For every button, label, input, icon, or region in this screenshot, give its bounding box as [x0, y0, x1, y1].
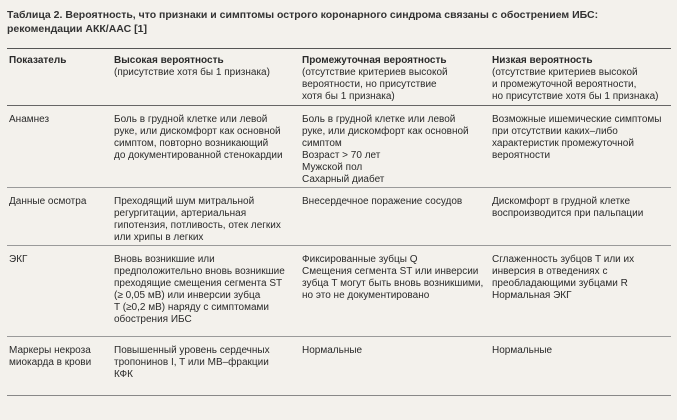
header-title: Низкая вероятность — [492, 55, 593, 66]
cell-text-line: Анамнез — [9, 114, 50, 125]
low-probability-cell — [488, 188, 671, 245]
cell-text-line: Маркеры некроза — [9, 345, 91, 356]
cell-text-line: предположительно вновь возникшие — [114, 266, 285, 277]
cell-text-line: миокарда в крови — [9, 357, 92, 368]
cell-text-line: или хрипы в легких — [114, 232, 204, 243]
cell-text-line: Сахарный диабет — [302, 174, 385, 185]
row-label — [7, 246, 110, 336]
cell-text-line: тропонинов I, T или MB–фракции — [114, 357, 269, 368]
caption-line-1: Таблица 2. Вероятность, что признаки и симптомы острого коронарного синдрома связаны с обострением ИБС: — [7, 9, 599, 21]
caption-line-2: рекомендации АКК/ААС [1] — [7, 23, 147, 35]
cell-text-line: руке, или дискомфорт как основной — [114, 126, 281, 137]
cell-text-line: Внесердечное поражение сосудов — [302, 196, 463, 207]
cell-text-line: Сглаженность зубцов T или их — [492, 254, 635, 265]
table-row — [7, 337, 671, 396]
table-body — [7, 106, 671, 396]
table-row — [7, 188, 671, 246]
cell-text-line: Вновь возникшие или — [114, 254, 215, 265]
cell-text-line: зубца T могут быть вновь возникшими, — [302, 278, 484, 289]
cell-text-line: инверсия в отведениях с — [492, 266, 608, 277]
high-probability-cell — [110, 106, 298, 187]
header-subtitle: (отсутствие критериев высокой — [302, 67, 448, 78]
header-subtitle: (присутствие хотя бы 1 признака) — [114, 67, 270, 78]
high-probability-cell — [110, 337, 298, 395]
cell-text-line: Боль в грудной клетке или левой — [302, 114, 456, 125]
cell-text-line: регургитации, артериальная — [114, 208, 247, 219]
header-indicator — [7, 49, 110, 105]
cell-text-line: Преходящий шум митральной — [114, 196, 255, 207]
cell-text-line: T (≥0,2 мВ) наряду с симптомами — [114, 302, 269, 313]
cell-text-line: преходящие смещения сегмента ST — [114, 278, 283, 289]
header-high — [110, 49, 298, 105]
cell-text-line: гипотензия, потливость, отек легких — [114, 220, 281, 231]
cell-text-line: Нормальные — [302, 345, 363, 356]
cell-text-line: Нормальные — [492, 345, 553, 356]
cell-text-line: КФК — [114, 369, 133, 380]
cell-text-line: симптом, повторно возникающий — [114, 138, 269, 149]
row-label — [7, 337, 110, 395]
cell-text-line: Мужской пол — [302, 162, 363, 173]
cell-text-line: Нормальная ЭКГ — [492, 290, 572, 301]
intermediate-probability-cell — [298, 246, 488, 336]
header-title: Высокая вероятность — [114, 55, 224, 66]
low-probability-cell — [488, 106, 671, 187]
cell-text-line: Смещения сегмента ST или инверсии — [302, 266, 479, 277]
cell-text-line: Фиксированные зубцы Q — [302, 254, 418, 265]
header-low — [488, 49, 671, 105]
high-probability-cell — [110, 246, 298, 336]
cell-text-line: Повышенный уровень сердечных — [114, 345, 270, 356]
cell-text-line: (≥ 0,05 мВ) или инверсии зубца — [114, 290, 261, 301]
cell-text-line: обострения ИБС — [114, 314, 192, 325]
low-probability-cell — [488, 337, 671, 395]
header-title: Промежуточная вероятность — [302, 55, 447, 66]
cell-text-line: вероятности — [492, 150, 551, 161]
table-row — [7, 106, 671, 188]
intermediate-probability-cell — [298, 337, 488, 395]
intermediate-probability-cell — [298, 106, 488, 187]
header-subtitle: (отсутствие критериев высокой — [492, 67, 638, 78]
cell-text-line: ЭКГ — [9, 254, 28, 265]
row-label — [7, 188, 110, 245]
header-intermediate — [298, 49, 488, 105]
table-caption — [7, 8, 667, 36]
cell-text-line: симптом — [302, 138, 342, 149]
intermediate-probability-cell — [298, 188, 488, 245]
header-subtitle: вероятности, но присутствие — [302, 79, 437, 90]
row-label — [7, 106, 110, 187]
header-subtitle: но присутствие хотя бы 1 признака) — [492, 91, 659, 102]
table-row — [7, 246, 671, 337]
cell-text-line: воспроизводится при пальпации — [492, 208, 644, 219]
cell-text-line: но это не документировано — [302, 290, 430, 301]
low-probability-cell — [488, 246, 671, 336]
cell-text-line: преобладающими зубцами R — [492, 278, 628, 289]
header-subtitle: хотя бы 1 признака) — [302, 91, 395, 102]
probability-table — [7, 48, 671, 396]
cell-text-line: характеристик промежуточной — [492, 138, 634, 149]
cell-text-line: Возраст > 70 лет — [302, 150, 381, 161]
cell-text-line: Возможные ишемические симптомы — [492, 114, 662, 125]
header-subtitle: и промежуточной вероятности, — [492, 79, 637, 90]
table-header-row — [7, 49, 671, 106]
cell-text-line: до документированной стенокардии — [114, 150, 283, 161]
cell-text-line: руке, или дискомфорт как основной — [302, 126, 469, 137]
cell-text-line: Боль в грудной клетке или левой — [114, 114, 268, 125]
header-title: Показатель — [9, 55, 67, 66]
cell-text-line: Данные осмотра — [9, 196, 87, 207]
cell-text-line: Дискомфорт в грудной клетке — [492, 196, 631, 207]
high-probability-cell — [110, 188, 298, 245]
cell-text-line: при отсутствии каких–либо — [492, 126, 618, 137]
